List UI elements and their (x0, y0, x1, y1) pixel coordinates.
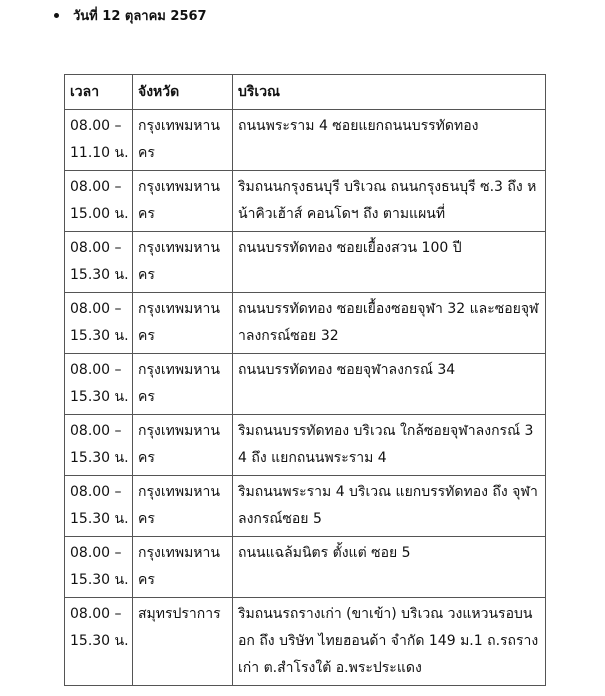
table-row (65, 537, 546, 598)
cell-time: 08.00 – 15.30 น. (65, 598, 133, 686)
cell-area: ถนนบรรทัดทอง ซอยจุฬาลงกรณ์ 34 (233, 354, 546, 415)
cell-time: 08.00 – 15.30 น. (65, 354, 133, 415)
bullet-dot-icon (54, 13, 59, 18)
date-text: วันที่ 12 ตุลาคม 2567 (73, 8, 207, 24)
cell-time: 08.00 – 11.10 น. (65, 110, 133, 171)
cell-time: 08.00 – 15.30 น. (65, 415, 133, 476)
table-row (65, 293, 546, 354)
table-row (65, 598, 546, 686)
table-row (65, 232, 546, 293)
table-row (65, 171, 546, 232)
cell-area: ริมถนนบรรทัดทอง บริเวณ ใกล้ซอยจุฬาลงกรณ์ 34 ถึง แยกถนนพระราม 4 (233, 415, 546, 476)
header-time: เวลา (65, 75, 133, 110)
header-province: จังหวัด (133, 75, 233, 110)
cell-area: ริมถนนรถรางเก่า (ขาเข้า) บริเวณ วงแหวนรอบนอก ถึง บริษัท ไทยฮอนด้า จำกัด 149 ม.1 ถ.รถรางเก่า ต.สำโรงใต้ อ.พระประแดง (233, 598, 546, 686)
table-header-row (65, 75, 546, 110)
table-row (65, 354, 546, 415)
cell-time: 08.00 – 15.30 น. (65, 293, 133, 354)
date-bullet-item (54, 4, 207, 26)
table-row (65, 110, 546, 171)
table-row (65, 415, 546, 476)
cell-area: ริมถนนกรุงธนบุรี บริเวณ ถนนกรุงธนบุรี ซ.3 ถึง หน้าคิวเฮ้าส์ คอนโดฯ ถึง ตามแผนที่ (233, 171, 546, 232)
cell-area: ริมถนนพระราม 4 บริเวณ แยกบรรทัดทอง ถึง จุฬาลงกรณ์ซอย 5 (233, 476, 546, 537)
header-area: บริเวณ (233, 75, 546, 110)
cell-area: ถนนบรรทัดทอง ซอยเยื้องสวน 100 ปี (233, 232, 546, 293)
cell-time: 08.00 – 15.30 น. (65, 476, 133, 537)
cell-province: กรุงเทพมหานคร (133, 110, 233, 171)
table-row (65, 476, 546, 537)
cell-time: 08.00 – 15.30 น. (65, 232, 133, 293)
cell-area: ถนนแฉล้มนิตร ตั้งแต่ ซอย 5 (233, 537, 546, 598)
power-outage-schedule-table (64, 74, 546, 686)
cell-province: กรุงเทพมหานคร (133, 537, 233, 598)
cell-province: กรุงเทพมหานคร (133, 293, 233, 354)
cell-province: กรุงเทพมหานคร (133, 171, 233, 232)
cell-province: กรุงเทพมหานคร (133, 232, 233, 293)
cell-time: 08.00 – 15.00 น. (65, 171, 133, 232)
cell-province: สมุทรปราการ (133, 598, 233, 686)
cell-province: กรุงเทพมหานคร (133, 476, 233, 537)
cell-time: 08.00 – 15.30 น. (65, 537, 133, 598)
cell-province: กรุงเทพมหานคร (133, 354, 233, 415)
cell-area: ถนนบรรทัดทอง ซอยเยื้องซอยจุฬา 32 และซอยจุฬาลงกรณ์ซอย 32 (233, 293, 546, 354)
cell-province: กรุงเทพมหานคร (133, 415, 233, 476)
cell-area: ถนนพระราม 4 ซอยแยกถนนบรรทัดทอง (233, 110, 546, 171)
